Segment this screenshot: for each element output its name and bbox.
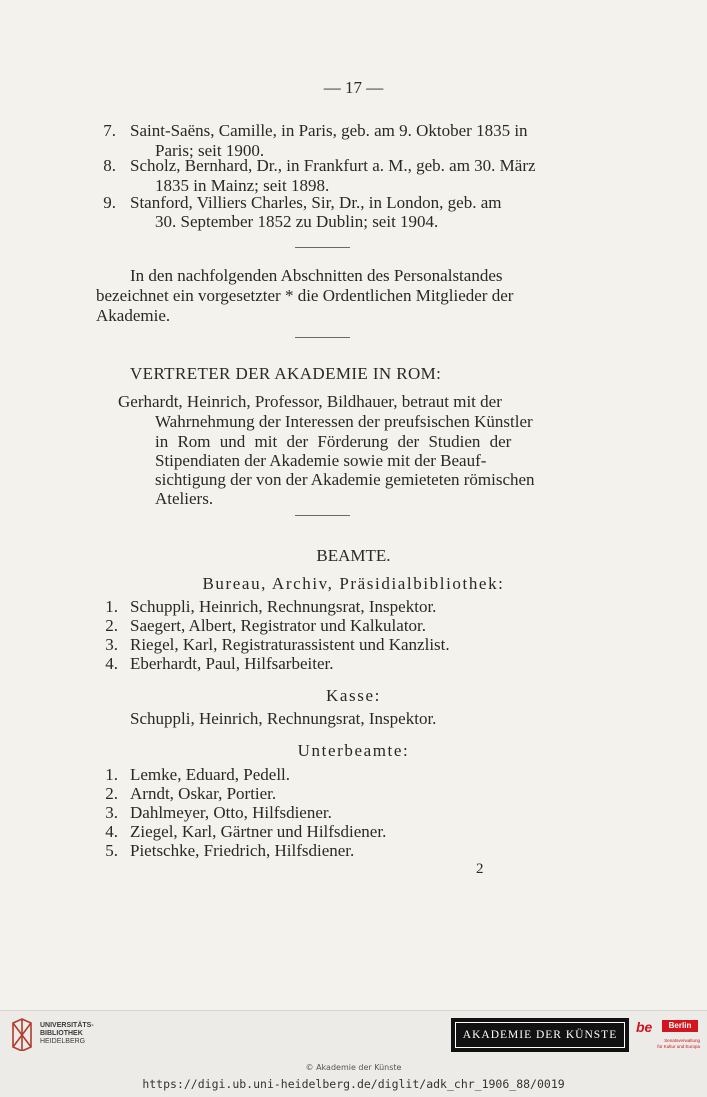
rom-heading: VERTRETER DER AKADEMIE IN ROM: bbox=[130, 364, 442, 383]
list-item-text: Dahlmeyer, Otto, Hilfsdiener. bbox=[130, 803, 332, 822]
berlin-senate-logo[interactable] bbox=[636, 1016, 700, 1056]
list-item-text: Riegel, Karl, Registraturassistent und Kanzlist. bbox=[130, 635, 450, 654]
list-item-text: Stanford, Villiers Charles, Sir, Dr., in London, geb. am bbox=[130, 193, 502, 212]
list-item-number: 2. bbox=[105, 784, 118, 803]
section-divider bbox=[295, 515, 350, 516]
list-item-text: Pietschke, Friedrich, Hilfsdiener. bbox=[130, 841, 355, 860]
list-item-number: 9. bbox=[103, 193, 116, 212]
list-item-number: 1. bbox=[105, 765, 118, 784]
uni-name-line: UNIVERSITÄTS- bbox=[40, 1022, 94, 1029]
rom-text-line: Wahrnehmung der Interessen der preufsischen Künstler bbox=[155, 412, 533, 431]
akademie-logo[interactable] bbox=[451, 1018, 629, 1052]
list-item-number: 4. bbox=[105, 822, 118, 841]
list-item-text: Saint-Saëns, Camille, in Paris, geb. am 9. Oktober 1835 in bbox=[130, 121, 528, 140]
berlin-subtitle-line: Senatsverwaltung bbox=[664, 1038, 700, 1043]
list-item-number: 4. bbox=[105, 654, 118, 673]
bureau-heading: Bureau, Archiv, Präsidialbibliothek: bbox=[202, 574, 505, 593]
list-item-number: 3. bbox=[105, 635, 118, 654]
page-number-header: — 17 — bbox=[323, 78, 384, 97]
list-item-text-cont: 30. September 1852 zu Dublin; seit 1904. bbox=[155, 212, 439, 231]
berlin-subtitle bbox=[650, 1038, 700, 1050]
list-item-text-cont: 1835 in Mainz; seit 1898. bbox=[155, 176, 330, 195]
section-divider bbox=[295, 247, 350, 248]
list-item-number: 2. bbox=[105, 616, 118, 635]
list-item-number: 5. bbox=[105, 841, 118, 860]
berlin-badge: Berlin bbox=[662, 1020, 698, 1032]
list-item-text: Lemke, Eduard, Pedell. bbox=[130, 765, 291, 784]
list-item-text-cont: Paris; seit 1900. bbox=[155, 141, 265, 160]
intro-line: In den nachfolgenden Abschnitten des Personalstandes bbox=[130, 266, 503, 285]
beamte-heading: BEAMTE. bbox=[316, 546, 391, 565]
list-item-number: 8. bbox=[103, 156, 116, 175]
kasse-text: Schuppli, Heinrich, Rechnungsrat, Inspektor. bbox=[130, 709, 437, 728]
uni-name-line: BIBLIOTHEK bbox=[40, 1030, 83, 1037]
list-item-text: Arndt, Oskar, Portier. bbox=[130, 784, 277, 803]
uni-name-line: HEIDELBERG bbox=[40, 1038, 86, 1045]
list-item-number: 7. bbox=[103, 121, 116, 140]
intro-line: Akademie. bbox=[96, 306, 171, 325]
university-library-name bbox=[40, 1022, 94, 1046]
berlin-logo-word: be bbox=[636, 1019, 653, 1035]
intro-line: bezeichnet ein vorgesetzter * die Ordentlichen Mitglieder der bbox=[96, 286, 514, 305]
rom-text-line: in Rom und mit der Förderung der Studien der bbox=[155, 432, 512, 451]
list-item-text: Eberhardt, Paul, Hilfsarbeiter. bbox=[130, 654, 334, 673]
akademie-logo-text: AKADEMIE DER KÜNSTE bbox=[455, 1022, 625, 1048]
signature-mark: 2 bbox=[476, 861, 484, 877]
permalink-url[interactable]: https://digi.ub.uni-heidelberg.de/diglit/adk_chr_1906_88/0019 bbox=[142, 1077, 565, 1091]
unterbeamte-heading: Unterbeamte: bbox=[297, 741, 410, 760]
list-item-text: Schuppli, Heinrich, Rechnungsrat, Inspektor. bbox=[130, 597, 437, 616]
kasse-heading: Kasse: bbox=[326, 686, 381, 705]
section-divider bbox=[295, 337, 350, 338]
university-library-logo-icon[interactable] bbox=[10, 1017, 34, 1051]
list-item-text: Scholz, Bernhard, Dr., in Frankfurt a. M., geb. am 30. März bbox=[130, 156, 536, 175]
rom-text-line: sichtigung der von der Akademie gemieteten römischen bbox=[155, 470, 535, 489]
rom-text-line: Gerhardt, Heinrich, Professor, Bildhauer, betraut mit der bbox=[118, 392, 502, 411]
copyright-notice: © Akademie der Künste bbox=[305, 1063, 402, 1072]
list-item-number: 3. bbox=[105, 803, 118, 822]
rom-text-line: Stipendiaten der Akademie sowie mit der Beauf- bbox=[155, 451, 487, 470]
list-item-text: Ziegel, Karl, Gärtner und Hilfsdiener. bbox=[130, 822, 387, 841]
berlin-subtitle-line: für Kultur und Europa bbox=[657, 1044, 700, 1049]
list-item-number: 1. bbox=[105, 597, 118, 616]
rom-text-line: Ateliers. bbox=[155, 489, 214, 508]
list-item-text: Saegert, Albert, Registrator und Kalkulator. bbox=[130, 616, 427, 635]
